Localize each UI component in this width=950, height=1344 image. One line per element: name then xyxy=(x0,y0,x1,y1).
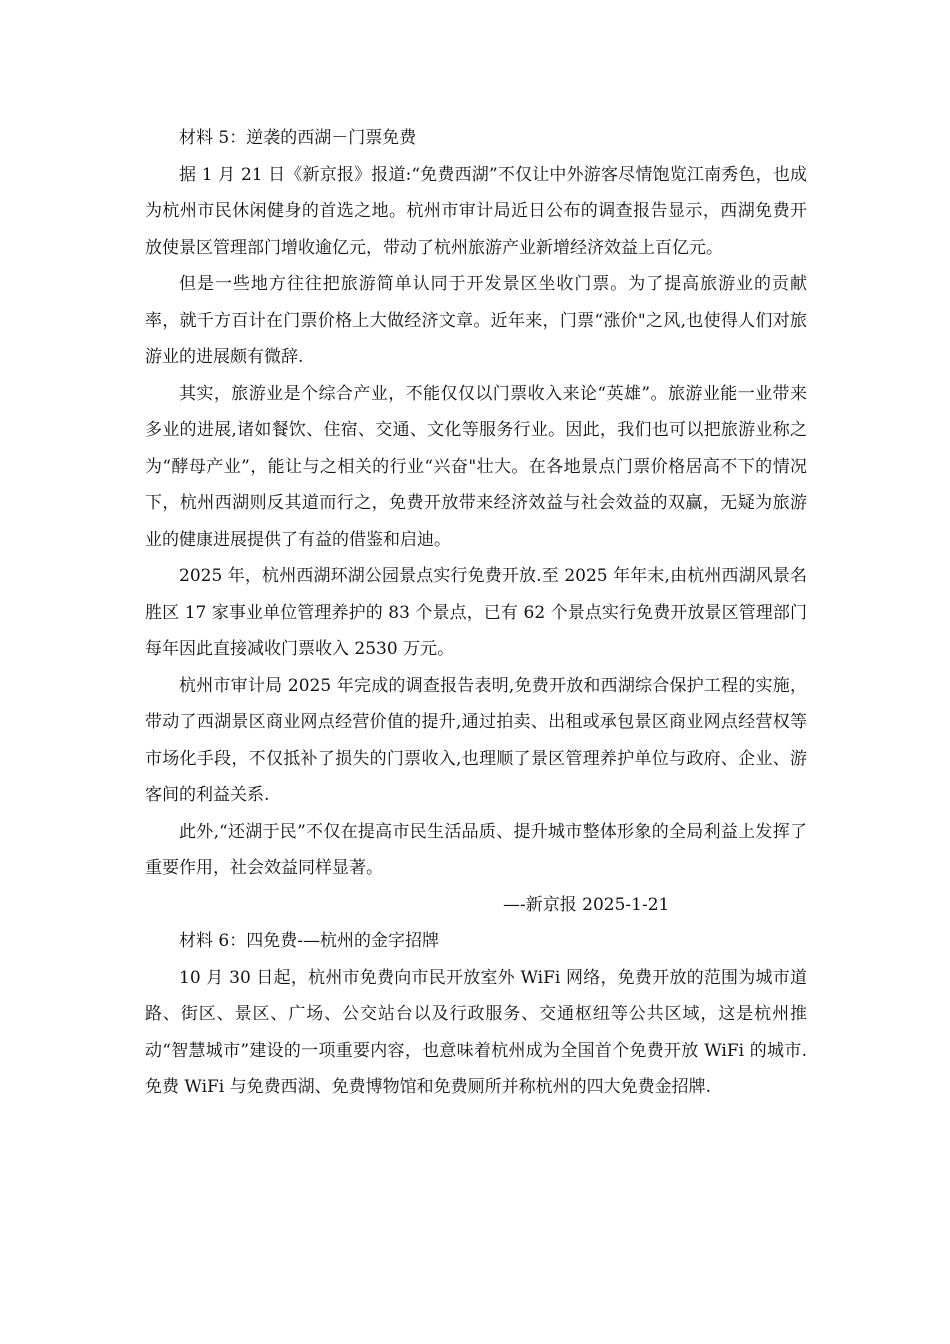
material-5-paragraph-2: 但是一些地方往往把旅游简单认同于开发景区坐收门票。为了提高旅游业的贡献率，就千方百计在门票价格上大做经济文章。近年来，门票“涨价"之风,也使得人们对旅游业的进展颇有微辞. xyxy=(145,274,807,367)
material-5-paragraph-1: 据 1 月 21 日《新京报》报道:“免费西湖”不仅让中外游客尽情饱览江南秀色，也成为杭州市民休闲健身的首选之地。杭州市审计局近日公布的调查报告显示，西湖免费开放使景区管理部门增收逾亿元，带动了杭州旅游产业新增经济效益上百亿元。 xyxy=(145,164,807,258)
document-body xyxy=(145,120,807,1106)
material-6-paragraph-1: 10 月 30 日起，杭州市免费向市民开放室外 WiFi 网络，免费开放的范围为城市道路、街区、景区、广场、公交站台以及行政服务、交通枢纽等公共区域，这是杭州推动“智慧城市”建设的一项重要内容，也意味着杭州成为全国首个免费开放 WiFi 的城市.免费 WiFi 与免费西湖、免费博物馆和免费厕所并称杭州的四大免费金招牌. xyxy=(145,967,807,1097)
material-5-paragraph-3: 其实，旅游业是个综合产业，不能仅仅以门票收入来论“英雄”。旅游业能一业带来多业的进展,诸如餐饮、住宿、交通、文化等服务行业。因此，我们也可以把旅游业称之为“酵母产业”，能让与之相关的行业“兴奋"壮大。在各地景点门票价格居高不下的情况下，杭州西湖则反其道而行之，免费开放带来经济效益与社会效益的双赢，无疑为旅游业的健康进展提供了有益的借鉴和启迪。 xyxy=(145,383,807,550)
material-5-paragraph-4: 2025 年，杭州西湖环湖公园景点实行免费开放.至 2025 年年末,由杭州西湖风景名胜区 17 家事业单位管理养护的 83 个景点，已有 62 个景点实行免费开放景区管理部门每年因此直接减收门票收入 2530 万元。 xyxy=(145,566,807,659)
material-5-paragraph-6: 此外,“还湖于民”不仅在提高市民生活品质、提升城市整体形象的全局利益上发挥了重要作用，社会效益同样显著。 xyxy=(145,821,807,878)
material-5-source: —-新京报 2025-1-21 xyxy=(503,894,670,915)
material-6-heading: 材料 6：四免费-—杭州的金字招牌 xyxy=(179,931,439,951)
material-5-paragraph-5: 杭州市审计局 2025 年完成的调查报告表明,免费开放和西湖综合保护工程的实施，带动了西湖景区商业网点经营价值的提升,通过拍卖、出租或承包景区商业网点经营权等市场化手段，不仅抵补了损失的门票收入,也理顺了景区管理养护单位与政府、企业、游客间的利益关系. xyxy=(145,675,807,805)
material-5-heading: 材料 5：逆袭的西湖－门票免费 xyxy=(179,128,417,148)
